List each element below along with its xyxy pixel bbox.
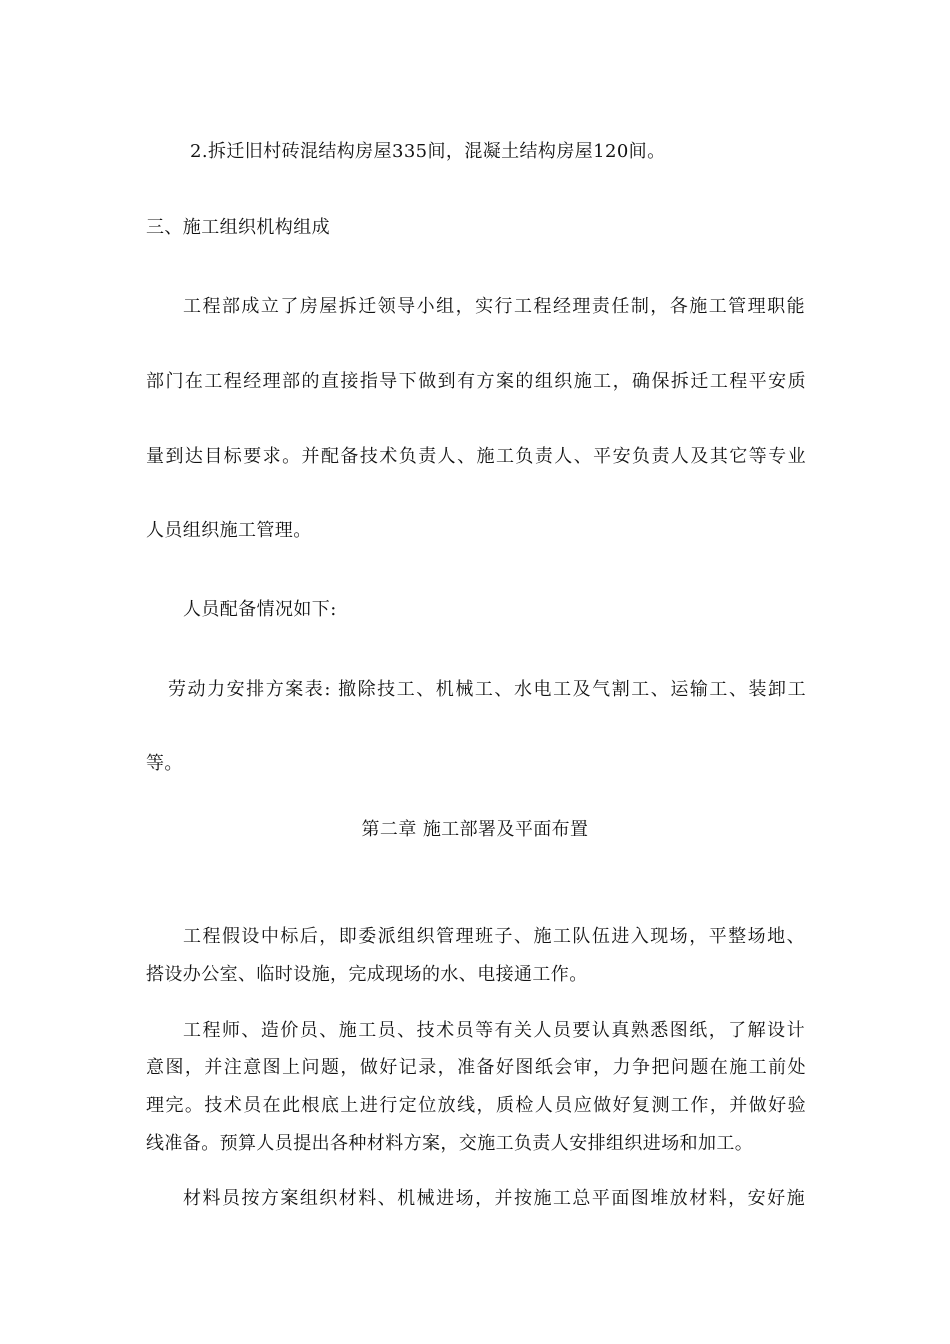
paragraph-line: 工程师、造价员、施工员、技术员等有关人员要认真熟悉图纸，了解设计 [183, 1020, 805, 1041]
paragraph-line: 等。 [146, 753, 183, 774]
list-item-demolition: 2.拆迁旧村砖混结构房屋335间，混凝土结构房屋120间。 [190, 141, 666, 162]
paragraph-line: 人员配备情况如下: [183, 599, 337, 620]
section-heading-organization: 三、施工组织机构组成 [146, 217, 330, 238]
paragraph-line: 量到达目标要求。并配备技术负责人、施工负责人、平安负责人及其它等专业 [146, 446, 806, 467]
paragraph-line: 人员组织施工管理。 [146, 520, 312, 541]
paragraph-line: 搭设办公室、临时设施，完成现场的水、电接通工作。 [146, 964, 588, 985]
paragraph-line: 工程假设中标后，即委派组织管理班子、施工队伍进入现场，平整场地、 [183, 926, 805, 947]
chapter-title: 第二章 施工部署及平面布置 [361, 819, 589, 840]
paragraph-line: 劳动力安排方案表: 撤除技工、机械工、水电工及气割工、运输工、装卸工 [168, 679, 806, 700]
paragraph-line: 工程部成立了房屋拆迁领导小组，实行工程经理责任制，各施工管理职能 [183, 296, 805, 317]
paragraph-line: 材料员按方案组织材料、机械进场，并按施工总平面图堆放材料，安好施 [183, 1188, 805, 1209]
paragraph-line: 理完。技术员在此根底上进行定位放线，质检人员应做好复测工作，并做好验 [146, 1095, 806, 1116]
paragraph-line: 意图，并注意图上问题，做好记录，准备好图纸会审，力争把问题在施工前处 [146, 1057, 806, 1078]
paragraph-line: 部门在工程经理部的直接指导下做到有方案的组织施工，确保拆迁工程平安质 [146, 371, 806, 392]
paragraph-line: 线准备。预算人员提出各种材料方案，交施工负责人安排组织进场和加工。 [146, 1133, 754, 1154]
